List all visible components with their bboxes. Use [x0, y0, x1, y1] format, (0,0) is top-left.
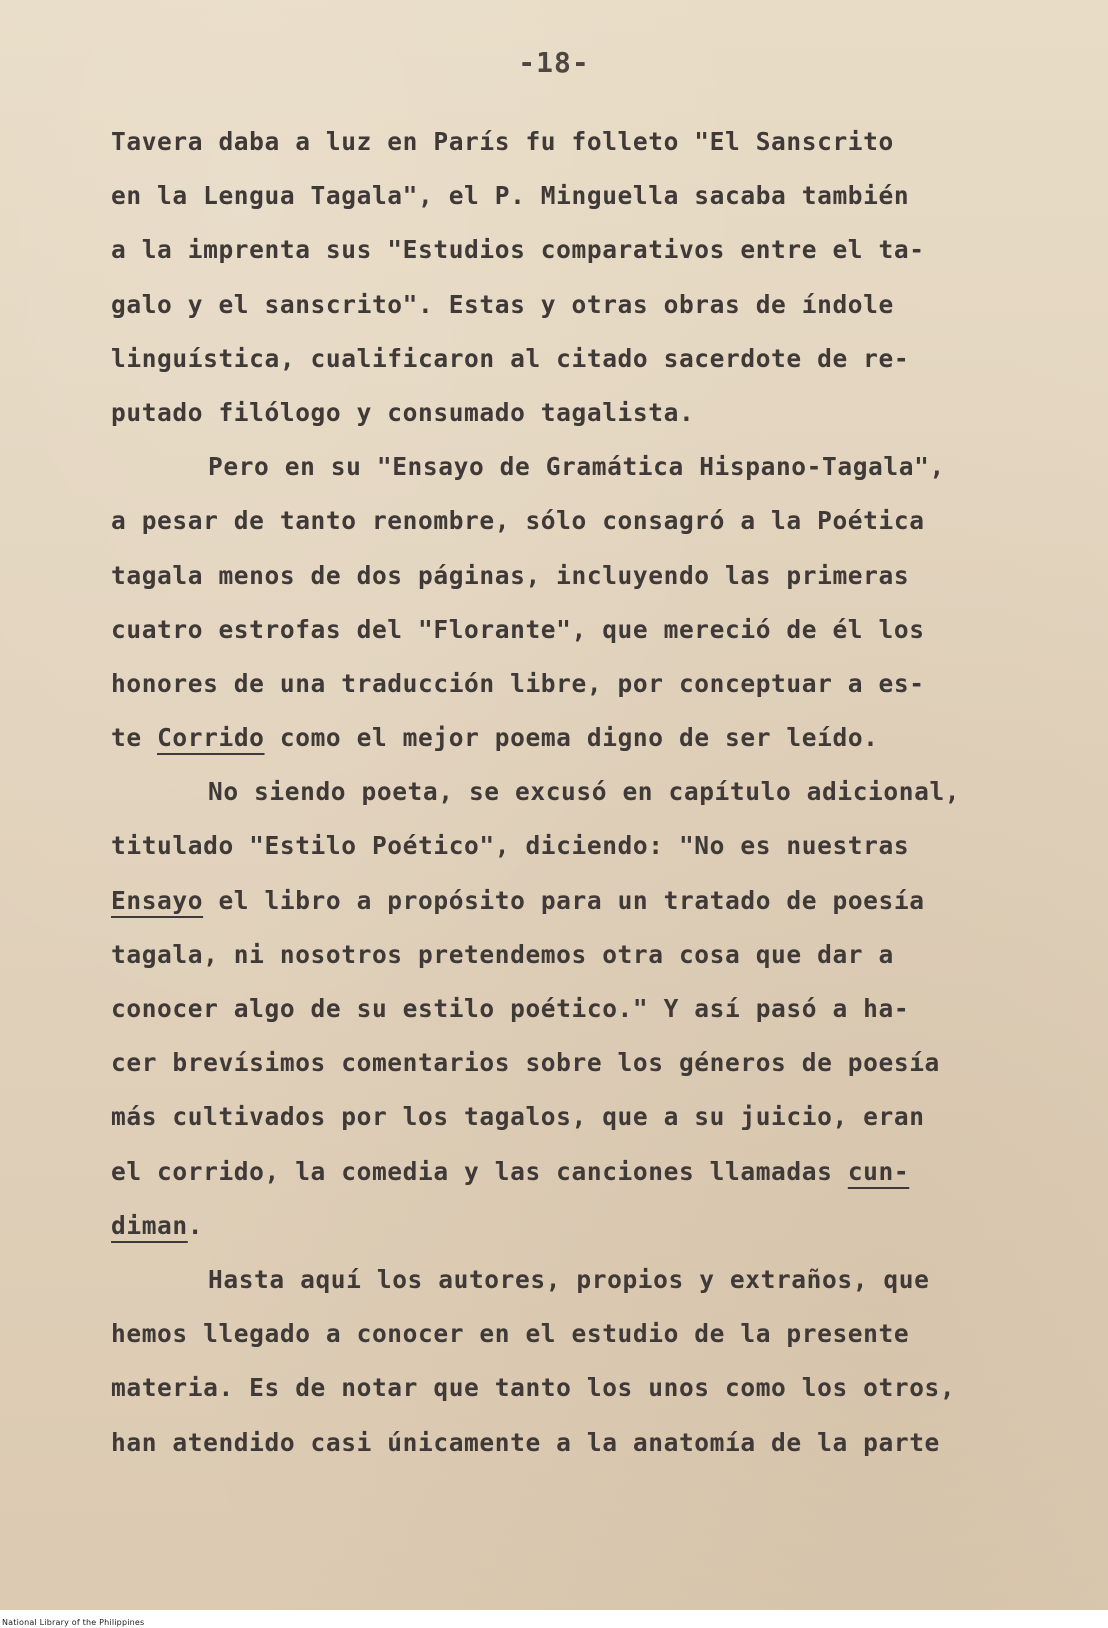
text-span: materia. Es de notar que tanto los unos como los otros, — [111, 1373, 956, 1403]
underlined-text: Ensayo — [111, 885, 204, 915]
text-line — [111, 1416, 1031, 1470]
underlined-text: cun- — [847, 1156, 910, 1186]
text-span: cer brevísimos comentarios sobre los géneros de poesía — [111, 1048, 940, 1078]
text-line — [111, 765, 1031, 819]
text-span: en la Lengua Tagala", el P. Minguella sacaba también — [111, 181, 910, 211]
text-span: el libro a propósito para un tratado de poesía — [203, 885, 925, 915]
text-line — [111, 819, 1031, 873]
text-line — [111, 1145, 1031, 1199]
text-span: el corrido, la comedia y las canciones llamadas — [111, 1156, 848, 1186]
text-span: Pero en su "Ensayo de Gramática Hispano-Tagala", — [208, 452, 945, 482]
text-span: más cultivados por los tagalos, que a su juicio, eran — [111, 1102, 925, 1132]
text-span: conocer algo de su estilo poético." Y así pasó a ha- — [111, 994, 910, 1023]
text-span: hemos llegado a conocer en el estudio de la presente — [111, 1319, 910, 1349]
text-line — [111, 278, 1031, 332]
text-line — [111, 440, 1031, 494]
text-line — [111, 982, 1031, 1036]
text-span: han atendido casi únicamente a la anatomía de la parte — [111, 1427, 940, 1457]
text-span: Hasta aquí los autores, propios y extraños, que — [208, 1264, 930, 1294]
text-span: Tavera daba a luz en París fu folleto "El Sanscrito — [111, 127, 894, 156]
text-span: tagala, ni nosotros pretendemos otra cosa que dar a — [111, 939, 894, 969]
text-line — [111, 1036, 1031, 1090]
text-span: No siendo poeta, se excusó en capítulo adicional, — [208, 777, 961, 807]
footer-bar — [0, 1610, 1108, 1628]
text-line — [111, 603, 1031, 657]
text-line — [111, 1253, 1031, 1307]
text-line — [111, 494, 1031, 548]
text-span: putado filólogo y consumado tagalista. — [111, 397, 695, 427]
text-line — [111, 874, 1031, 928]
text-line — [111, 711, 1031, 765]
text-line — [111, 115, 1031, 169]
text-span: cuatro estrofas del "Florante", que mereció de él los — [111, 614, 925, 644]
text-line — [111, 386, 1031, 440]
text-span: te — [111, 723, 158, 753]
text-span: como el mejor poema digno de ser leído. — [264, 723, 879, 753]
text-line — [111, 169, 1031, 223]
text-line — [111, 928, 1031, 982]
text-line — [111, 1090, 1031, 1144]
text-line — [111, 223, 1031, 277]
text-line — [111, 549, 1031, 603]
text-line — [111, 332, 1031, 386]
underlined-text: diman — [111, 1210, 188, 1240]
text-span: a la imprenta sus "Estudios comparativos entre el ta- — [111, 235, 925, 265]
text-span: . — [187, 1210, 204, 1240]
page-number: -18- — [518, 46, 590, 79]
text-span: a pesar de tanto renombre, sólo consagró a la Poética — [111, 506, 925, 536]
text-line — [111, 1199, 1031, 1253]
underlined-text: Corrido — [157, 723, 265, 753]
text-span: galo y el sanscrito". Estas y otras obras de índole — [111, 289, 894, 319]
text-line — [111, 657, 1031, 711]
footer-credit: National Library of the Philippines — [2, 1618, 145, 1627]
text-span: honores de una traducción libre, por conceptuar a es- — [111, 668, 925, 698]
text-line — [111, 1361, 1031, 1415]
text-span: linguística, cualificaron al citado sacerdote de re- — [111, 343, 910, 373]
body-text — [111, 115, 1031, 1470]
text-span: titulado "Estilo Poético", diciendo: "No es nuestras — [111, 831, 910, 861]
text-span: tagala menos de dos páginas, incluyendo las primeras — [111, 560, 910, 590]
text-line — [111, 1307, 1031, 1361]
